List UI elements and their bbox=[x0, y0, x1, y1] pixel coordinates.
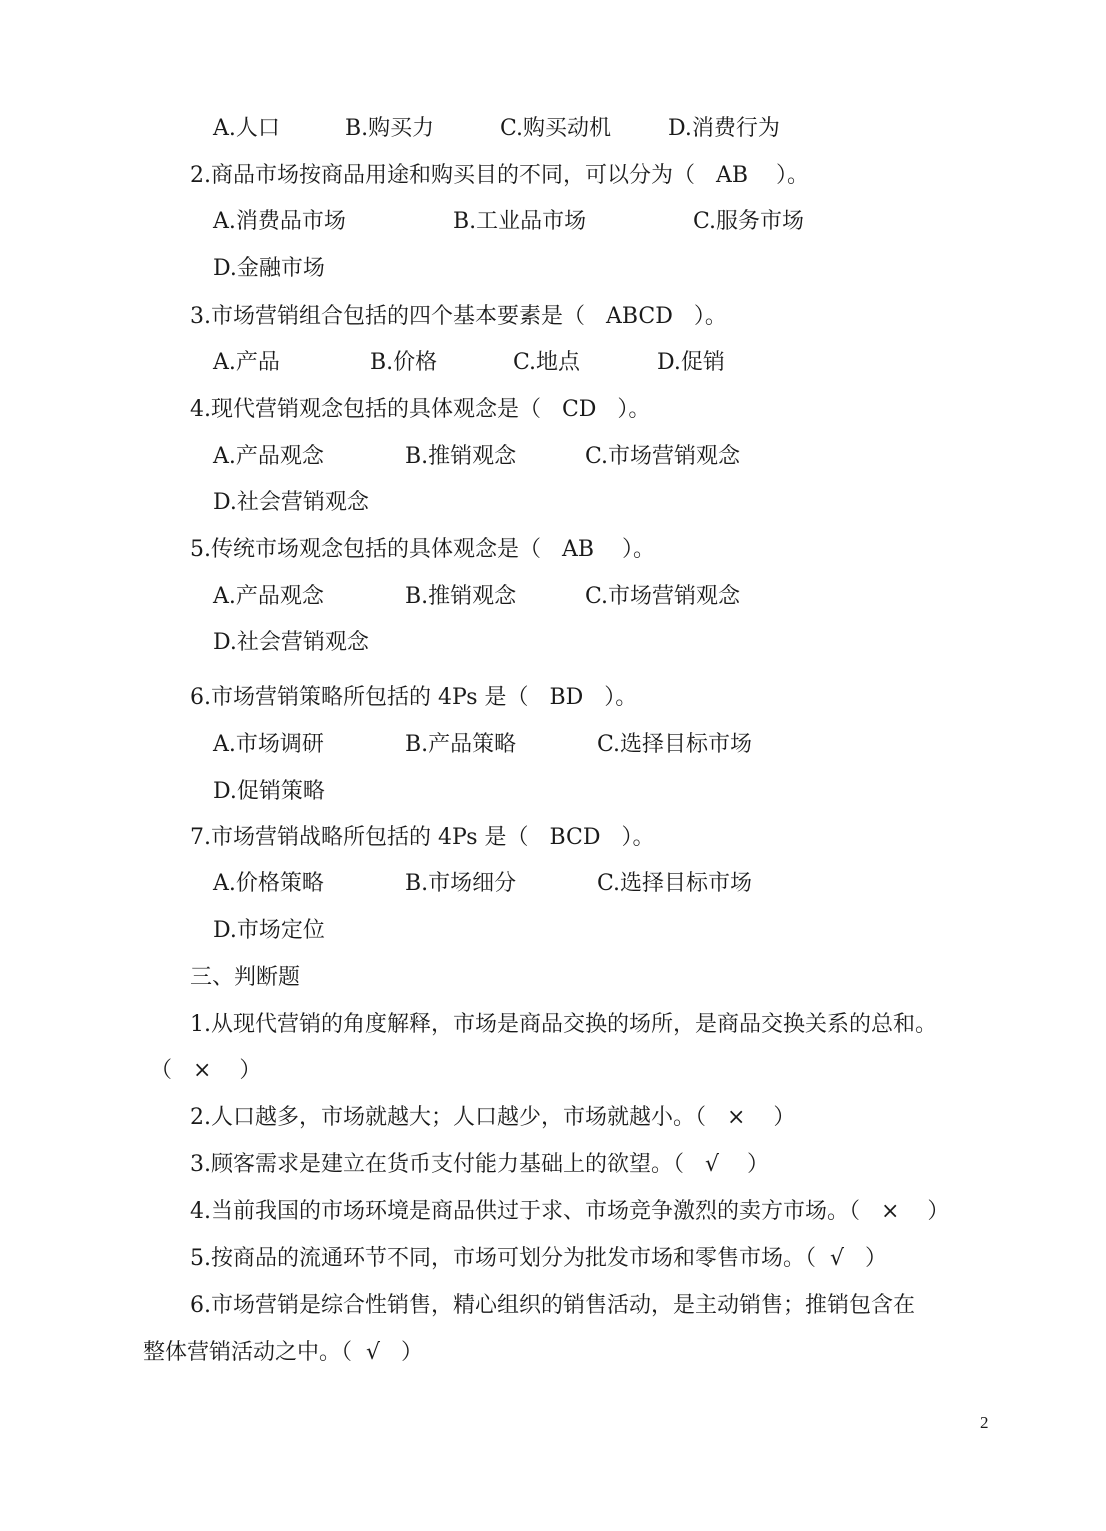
q7-option-d: D.市场定位 bbox=[213, 918, 325, 943]
tf-item-2: 2.人口越多，市场就越大；人口越少，市场就越小。（ × ） bbox=[190, 1105, 796, 1130]
q2-option-b: B.工业品市场 bbox=[453, 209, 587, 234]
q3-option-d: D.促销 bbox=[657, 350, 725, 375]
q5-option-d: D.社会营销观念 bbox=[213, 630, 369, 655]
tf-item-1: 1.从现代营销的角度解释，市场是商品交换的场所，是商品交换关系的总和。 bbox=[190, 1012, 937, 1037]
tf-item-6: 6.市场营销是综合性销售，精心组织的销售活动，是主动销售；推销包含在 bbox=[190, 1293, 915, 1318]
q7-option-a: A.价格策略 bbox=[213, 871, 324, 896]
tf-item-3: 3.顾客需求是建立在货币支付能力基础上的欲望。（ √ ） bbox=[190, 1152, 769, 1177]
q6-option-c: C.选择目标市场 bbox=[597, 732, 753, 757]
q4-option-b: B.推销观念 bbox=[405, 444, 517, 469]
q5-stem: 5.传统市场观念包括的具体观念是（ AB ）。 bbox=[190, 537, 655, 562]
q3-stem: 3.市场营销组合包括的四个基本要素是（ ABCD ）。 bbox=[190, 304, 727, 329]
page-number: 2 bbox=[980, 1413, 989, 1432]
tf-item-1-answer: （ × ） bbox=[150, 1058, 262, 1083]
q2-option-c: C.服务市场 bbox=[693, 209, 805, 234]
q5-option-b: B.推销观念 bbox=[405, 584, 517, 609]
q7-option-b: B.市场细分 bbox=[405, 871, 517, 896]
q2-stem: 2.商品市场按商品用途和购买目的不同，可以分为（ AB ）。 bbox=[190, 163, 809, 188]
q5-option-a: A.产品观念 bbox=[213, 584, 324, 609]
q6-option-a: A.市场调研 bbox=[213, 732, 324, 757]
q4-option-a: A.产品观念 bbox=[213, 444, 324, 469]
q5-option-c: C.市场营销观念 bbox=[585, 584, 741, 609]
tf-item-4: 4.当前我国的市场环境是商品供过于求、市场竞争激烈的卖方市场。（ × ） bbox=[190, 1199, 950, 1224]
q4-option-c: C.市场营销观念 bbox=[585, 444, 741, 469]
tf-item-6-cont: 整体营销活动之中。（ √ ） bbox=[143, 1340, 423, 1365]
q1-option-c: C.购买动机 bbox=[500, 116, 612, 141]
q6-stem: 6.市场营销策略所包括的 4Ps 是（ BD ）。 bbox=[190, 685, 638, 710]
q1-option-a: A.人口 bbox=[213, 116, 280, 141]
q1-option-b: B.购买力 bbox=[345, 116, 435, 141]
q3-option-a: A.产品 bbox=[213, 350, 280, 375]
tf-item-5: 5.按商品的流通环节不同，市场可划分为批发市场和零售市场。（ √ ） bbox=[190, 1246, 887, 1271]
q1-option-d: D.消费行为 bbox=[668, 116, 780, 141]
section-title: 三、判断题 bbox=[190, 965, 301, 990]
q7-option-c: C.选择目标市场 bbox=[597, 871, 753, 896]
q2-option-a: A.消费品市场 bbox=[213, 209, 346, 234]
q3-option-b: B.价格 bbox=[370, 350, 438, 375]
q6-option-b: B.产品策略 bbox=[405, 732, 517, 757]
q4-option-d: D.社会营销观念 bbox=[213, 490, 369, 515]
q7-stem: 7.市场营销战略所包括的 4Ps 是（ BCD ）。 bbox=[190, 825, 655, 850]
q4-stem: 4.现代营销观念包括的具体观念是（ CD ）。 bbox=[190, 397, 651, 422]
q2-option-d: D.金融市场 bbox=[213, 256, 325, 281]
q3-option-c: C.地点 bbox=[513, 350, 581, 375]
q6-option-d: D.促销策略 bbox=[213, 779, 325, 804]
